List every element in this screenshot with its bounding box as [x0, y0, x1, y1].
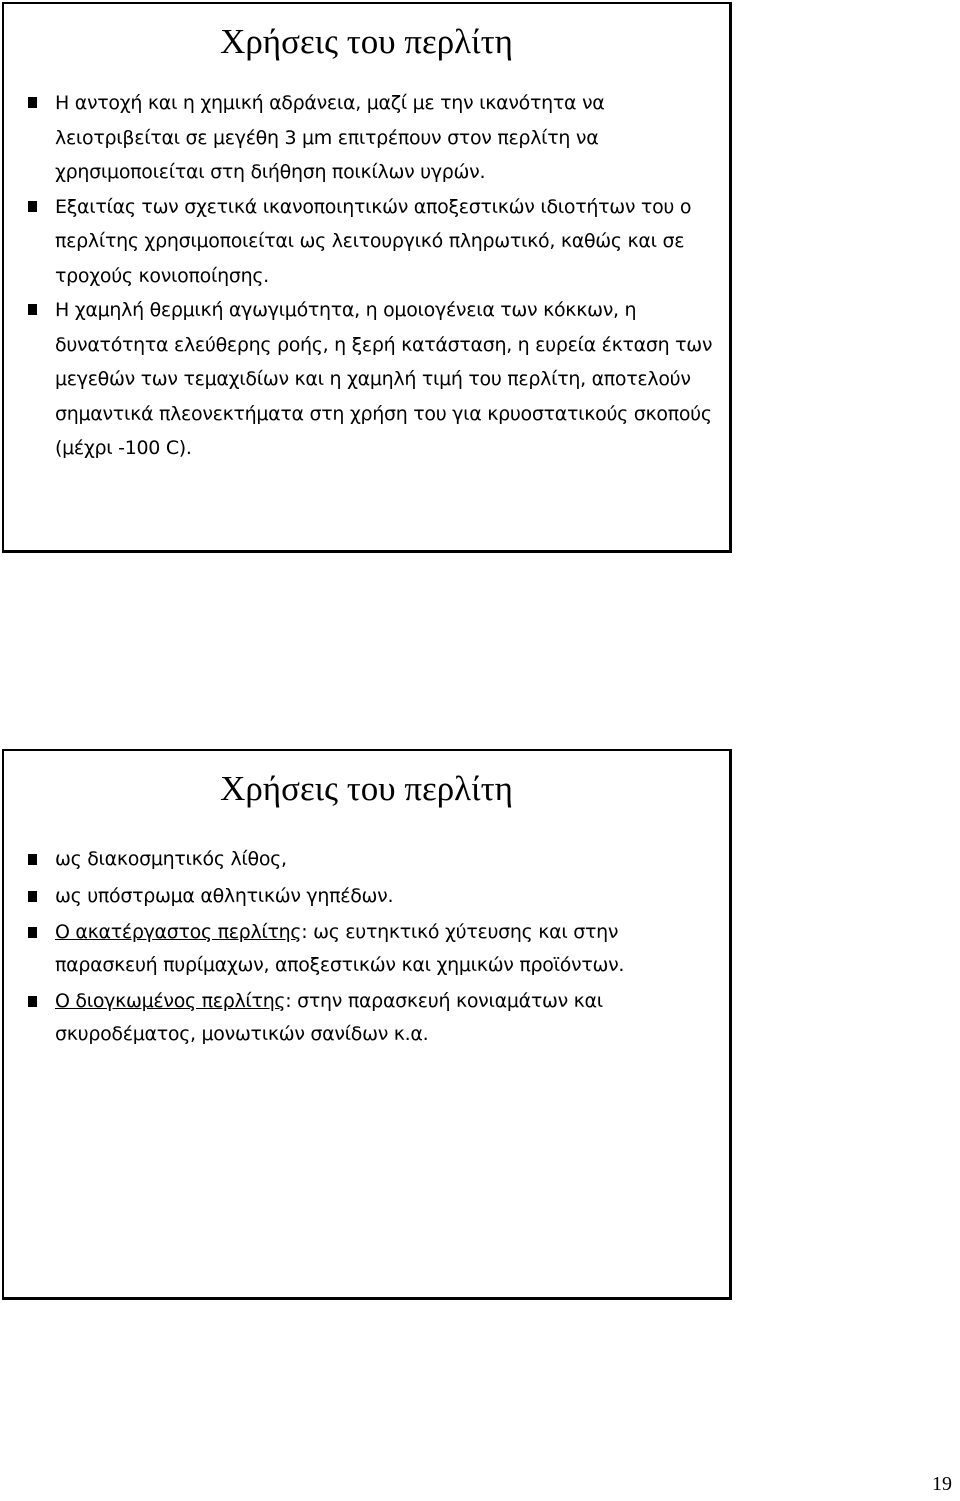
bullet-item [4, 916, 729, 981]
bullet-text: Η χαμηλή θερμική αγωγιμότητα, η ομοιογένεια των κόκκων, η δυνατότητα ελεύθερης ροής, η ξερή κατάσταση, η ευρεία έκταση των μεγεθών των τεμαχιδίων και η χαμηλή τιμή του περλίτη, αποτελούν σημαντικά πλεονεκτήματα στη χρήση του για κρυοστατικούς σκοπούς (μέχρι -100 C). [55, 299, 713, 459]
bullet-item [4, 190, 729, 294]
bullet-text: Η αντοχή και η χημική αδράνεια, μαζί με την ικανότητα να λειοτριβείται σε μεγέθη 3 μm επιτρέπουν στον περλίτη να χρησιμοποιείται στη διήθηση ποικίλων υγρών. [55, 92, 605, 183]
slide-1-bullet-list [4, 86, 729, 466]
slide-2-title: Χρήσεις του περλίτη [220, 769, 513, 808]
bullet-lead-underlined: Ο διογκωμένος περλίτης [55, 990, 286, 1012]
page-number: 19 [932, 1473, 952, 1495]
square-bullet-icon [28, 996, 37, 1007]
slide-2 [2, 749, 732, 1300]
bullet-text: ως διακοσμητικός λίθος, [55, 848, 287, 870]
bullet-text: : στην παρασκευή κονιαμάτων και σκυροδέματος, μονωτικών σανίδων κ.α. [55, 990, 603, 1045]
bullet-lead-underlined: Ο ακατέργαστος περλίτης [55, 921, 302, 943]
square-bullet-icon [28, 304, 37, 315]
square-bullet-icon [28, 891, 37, 902]
square-bullet-icon [28, 97, 37, 108]
bullet-item [4, 880, 729, 913]
slide-2-bullet-list [4, 843, 729, 1050]
bullet-item [4, 86, 729, 190]
square-bullet-icon [28, 854, 37, 865]
slide-1-title: Χρήσεις του περλίτη [220, 22, 513, 61]
bullet-text: : ως ευτηκτικό χύτευσης και στην παρασκευή πυρίμαχων, αποξεστικών και χημικών προϊόντων. [55, 921, 625, 976]
bullet-text: Εξαιτίας των σχετικά ικανοποιητικών αποξεστικών ιδιοτήτων του ο περλίτης χρησιμοποιείται ως λειτουργικό πληρωτικό, καθώς και σε τροχούς κονιοποίησης. [55, 195, 692, 287]
bullet-item [4, 843, 729, 876]
bullet-item [4, 985, 729, 1050]
bullet-text: ως υπόστρωμα αθλητικών γηπέδων. [55, 884, 394, 907]
square-bullet-icon [28, 927, 37, 938]
square-bullet-icon [28, 201, 37, 212]
bullet-item [4, 293, 729, 466]
slide-1 [2, 2, 732, 553]
